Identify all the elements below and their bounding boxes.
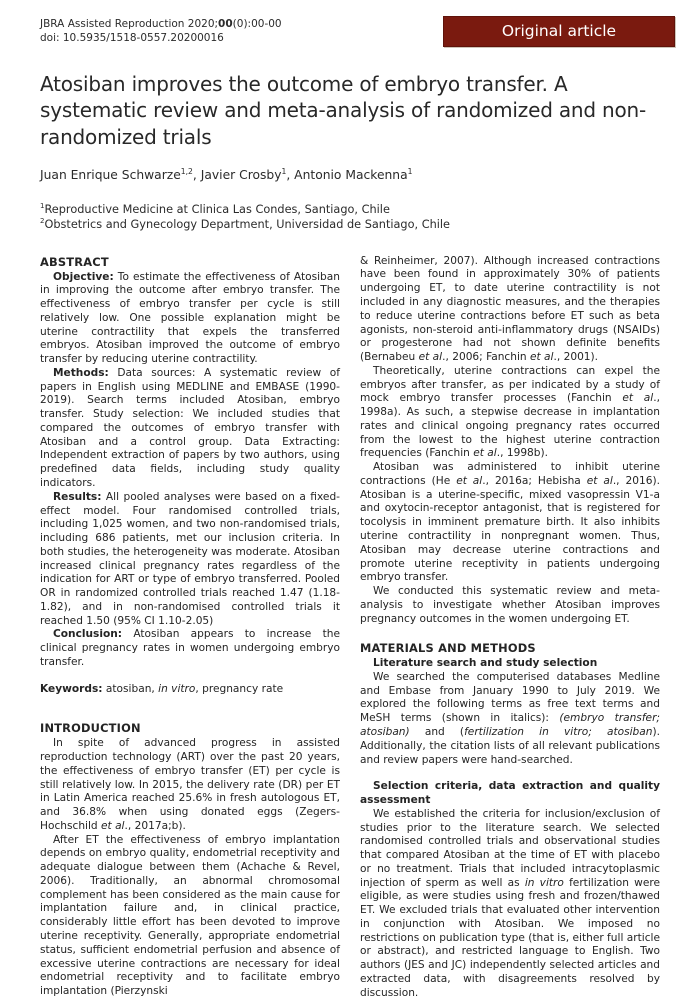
- text-run: and (: [409, 726, 465, 738]
- text-run: Data sources: A systematic review of papers in English using MEDLINE and EMBASE (1990-2019). Search terms included Atosiban, embryo transfer. Study selection: We included studies that compared the outcomes of embryo transfer with Atosiban and a control group. Data Extracting: Independent extraction of papers by two authors, using predefined data fields, including study quality indicators.: [40, 366, 340, 489]
- text-run: 2: [40, 217, 45, 226]
- text-run: Theoretically, uterine contractions can expel the embryos after transfer, as per indicated by a study of mock embryo transfer processes (Fanchin: [360, 364, 660, 405]
- text-run: Objective:: [53, 270, 114, 283]
- paragraph: [40, 491, 340, 629]
- text-run: et al: [530, 351, 554, 364]
- text-run: et al: [418, 351, 443, 364]
- text-run: Atosiban was administered to inhibit uterine contractions (He: [360, 461, 660, 487]
- text-run: in vitro: [158, 682, 196, 695]
- text-run: ). Additionally, the citation lists of all relevant publications and review papers were hand-searched.: [360, 726, 660, 766]
- right-column: [360, 255, 660, 1001]
- subsection-heading: Literature search and study selection: [373, 657, 598, 670]
- text-run: 1: [281, 167, 287, 177]
- text-run: fertilization in vitro; atosiban: [464, 726, 653, 738]
- paragraph: [360, 461, 660, 585]
- text-run: et al: [101, 819, 125, 832]
- two-column-body: [40, 255, 660, 1001]
- text-run: atosiban,: [102, 682, 159, 695]
- paragraph: [360, 671, 660, 767]
- article-title: Atosiban improves the outcome of embryo transfer. A systematic review and meta-analysis of randomized and non-randomized trials: [40, 72, 647, 149]
- text-run: ., 2016). Atosiban is a uterine-specific, mixed vasopressin V1-a and oxytocin-receptor antagonist, that is registered for tocolysis in imminent premature birth. It also inhibits uterine contractility in nonpregnant women. Thus, Atosiban may decrease uterine contractions and promote uterine receptivity in patients undergoing embryo transfer.: [360, 474, 660, 584]
- journal-citation: [40, 18, 282, 32]
- text-run: in vitro: [524, 876, 564, 889]
- text-run: (0):00-00: [232, 18, 282, 30]
- text-run: To estimate the effectiveness of Atosiban in improving the outcome after embryo transfer. The effectiveness of embryo transfer per cycle is still relatively low. One possible explanation might be uterine contractility that expels the transferred embryos. Atosiban improved the outcome of embryo transfer by reducing uterine contractility.: [40, 270, 340, 366]
- paragraph: [360, 585, 660, 626]
- paragraph: [360, 255, 660, 365]
- text-run: (embryo transfer; atosiban): [360, 712, 660, 738]
- text-run: ., 2016a; Hebisha: [482, 474, 587, 487]
- section-heading: INTRODUCTION: [40, 721, 141, 736]
- text-run: All pooled analyses were based on a fixed-effect model. Four randomised controlled trials, including 1,025 women, and two non-randomised trials, including 686 patients, met our inclusion criteria. In both studies, the heterogeneity was moderate. Atosiban increased clinical pregnancy rates regardless of the indication for ART or type of embryo transferred. Pooled OR in randomized controlled trials reached 1.47 (1.18-1.82), and in non-randomised controlled trials it reached 1.50 (95% CI 1.10-2.05): [40, 490, 340, 627]
- text-run: Reproductive Medicine at Clinica Las Condes, Santiago, Chile: [44, 203, 390, 217]
- affiliations: [40, 202, 660, 233]
- text-run: Results:: [53, 490, 102, 503]
- text-run: et al: [622, 392, 654, 405]
- affiliation-2: [40, 217, 660, 232]
- page-header: [40, 16, 675, 47]
- text-run: , pregnancy rate: [195, 682, 284, 695]
- journal-meta: [40, 16, 282, 45]
- text-run: Atosiban appears to increase the clinical pregnancy rates in women undergoing embryo transfer.: [40, 628, 340, 668]
- paragraph: [40, 367, 340, 491]
- text-run: , Antonio Mackenna: [286, 168, 408, 183]
- text-run: et al: [456, 474, 483, 487]
- text-run: ., 2006; Fanchin: [442, 351, 530, 364]
- text-run: JBRA Assisted Reproduction 2020;: [40, 18, 219, 30]
- text-run: ., 1998a). As such, a stepwise decrease in implantation rates and clinical ongoing pregnancy rates occurred from the lowest to the highest uterine contraction frequencies (Fanchin: [360, 392, 660, 460]
- text-run: & Reinheimer, 2007). Although increased contractions have been found in approximately 30% of patients undergoing ET, to date uterine contractility is not included in any diagnostic measures, and the therapies to reduce uterine contractions before ET such as beta agonists, non-steroid anti-inflammatory drugs (NSAIDs) or progesterone had not shown definite benefits (Bernabeu: [360, 254, 660, 364]
- text-run: After ET the effectiveness of embryo implantation depends on embryo quality, endometrial receptivity and adequate dialogue between them (Achache & Revel, 2006). Traditionally, an abnormal chromosomal complement has been considered as the main cause for implantation failure and, in clinical practice, considerably little effort has been devoted to improve uterine receptivity. Generally, appropriate endometrial status, sufficient endometrial perfusion and absence of excessive uterine contractions are necessary for ideal endometrial receptivity and to facilitate embryo implantation (Pierzynski: [40, 833, 340, 998]
- text-run: 1: [407, 167, 413, 177]
- text-run: 1,2: [180, 167, 193, 177]
- text-run: 00: [218, 18, 233, 30]
- paragraph: [360, 365, 660, 461]
- text-run: We searched the computerised databases Medline and Embase from January 1990 to July 2019. We explored the following terms as free text terms and MeSH terms (shown in italics):: [360, 670, 660, 725]
- text-run: In spite of advanced progress in assisted reproduction technology (ART) over the past 20 years, the effectiveness of embryo transfer (ET) per cycle is still relatively low. In 2015, the delivery rate (DR) per ET in Latin America reached 25.6% in fresh autologous ET, and 36.8% when using donated eggs (Zegers-Hochschild: [40, 737, 340, 832]
- section-heading: MATERIALS AND METHODS: [360, 641, 536, 656]
- text-run: ., 1998b).: [496, 447, 549, 460]
- authors-line: [40, 168, 660, 182]
- paragraph: [40, 271, 340, 367]
- text-run: fertilization were eligible, as were studies using fresh and frozen/thawed ET. We excluded trials that evaluated other intervention in conjunction with Atosiban. We imposed no restrictions on publication type (that is, either full article or abstract), and restricted language to English. Two authors (JES and JC) independently selected articles and extracted data, with disagreements resolved by discussion.: [360, 876, 660, 999]
- subsection-heading: Selection criteria, data extraction and quality assessment: [360, 780, 660, 807]
- doi: doi: 10.5935/1518-0557.20200016: [40, 31, 224, 44]
- paragraph: [40, 628, 340, 669]
- text-run: Keywords:: [40, 682, 103, 695]
- text-run: ., 2001).: [553, 351, 599, 364]
- text-run: We conducted this systematic review and meta-analysis to investigate whether Atosiban improves pregnancy outcomes in the women undergoing ET.: [360, 585, 660, 625]
- text-run: Obstetrics and Gynecology Department, Universidad de Santiago, Chile: [44, 218, 450, 232]
- text-run: , Javier Crosby: [192, 168, 282, 183]
- paragraph: [360, 808, 660, 1001]
- article-type-badge: Original article: [443, 16, 675, 47]
- text-run: Juan Enrique Schwarze: [40, 168, 181, 183]
- section-heading: ABSTRACT: [40, 254, 109, 269]
- text-run: 1: [40, 202, 45, 211]
- text-run: Methods:: [53, 366, 109, 379]
- text-run: We established the criteria for inclusion/exclusion of studies prior to the literature search. We selected randomised controlled trials and observational studies that compared Atosiban at the time of ET with placebo or no treatment. Trials that included intracytoplasmic injection of sperm as well as: [360, 807, 660, 889]
- left-column: [40, 255, 340, 1001]
- text-run: ., 2017a;b).: [124, 819, 186, 832]
- affiliation-1: [40, 202, 660, 217]
- text-run: et al: [586, 474, 613, 487]
- text-run: et al: [473, 447, 497, 460]
- paragraph: [40, 737, 340, 833]
- paragraph: [40, 834, 340, 999]
- text-run: Conclusion:: [53, 628, 123, 641]
- paragraph: [40, 683, 340, 697]
